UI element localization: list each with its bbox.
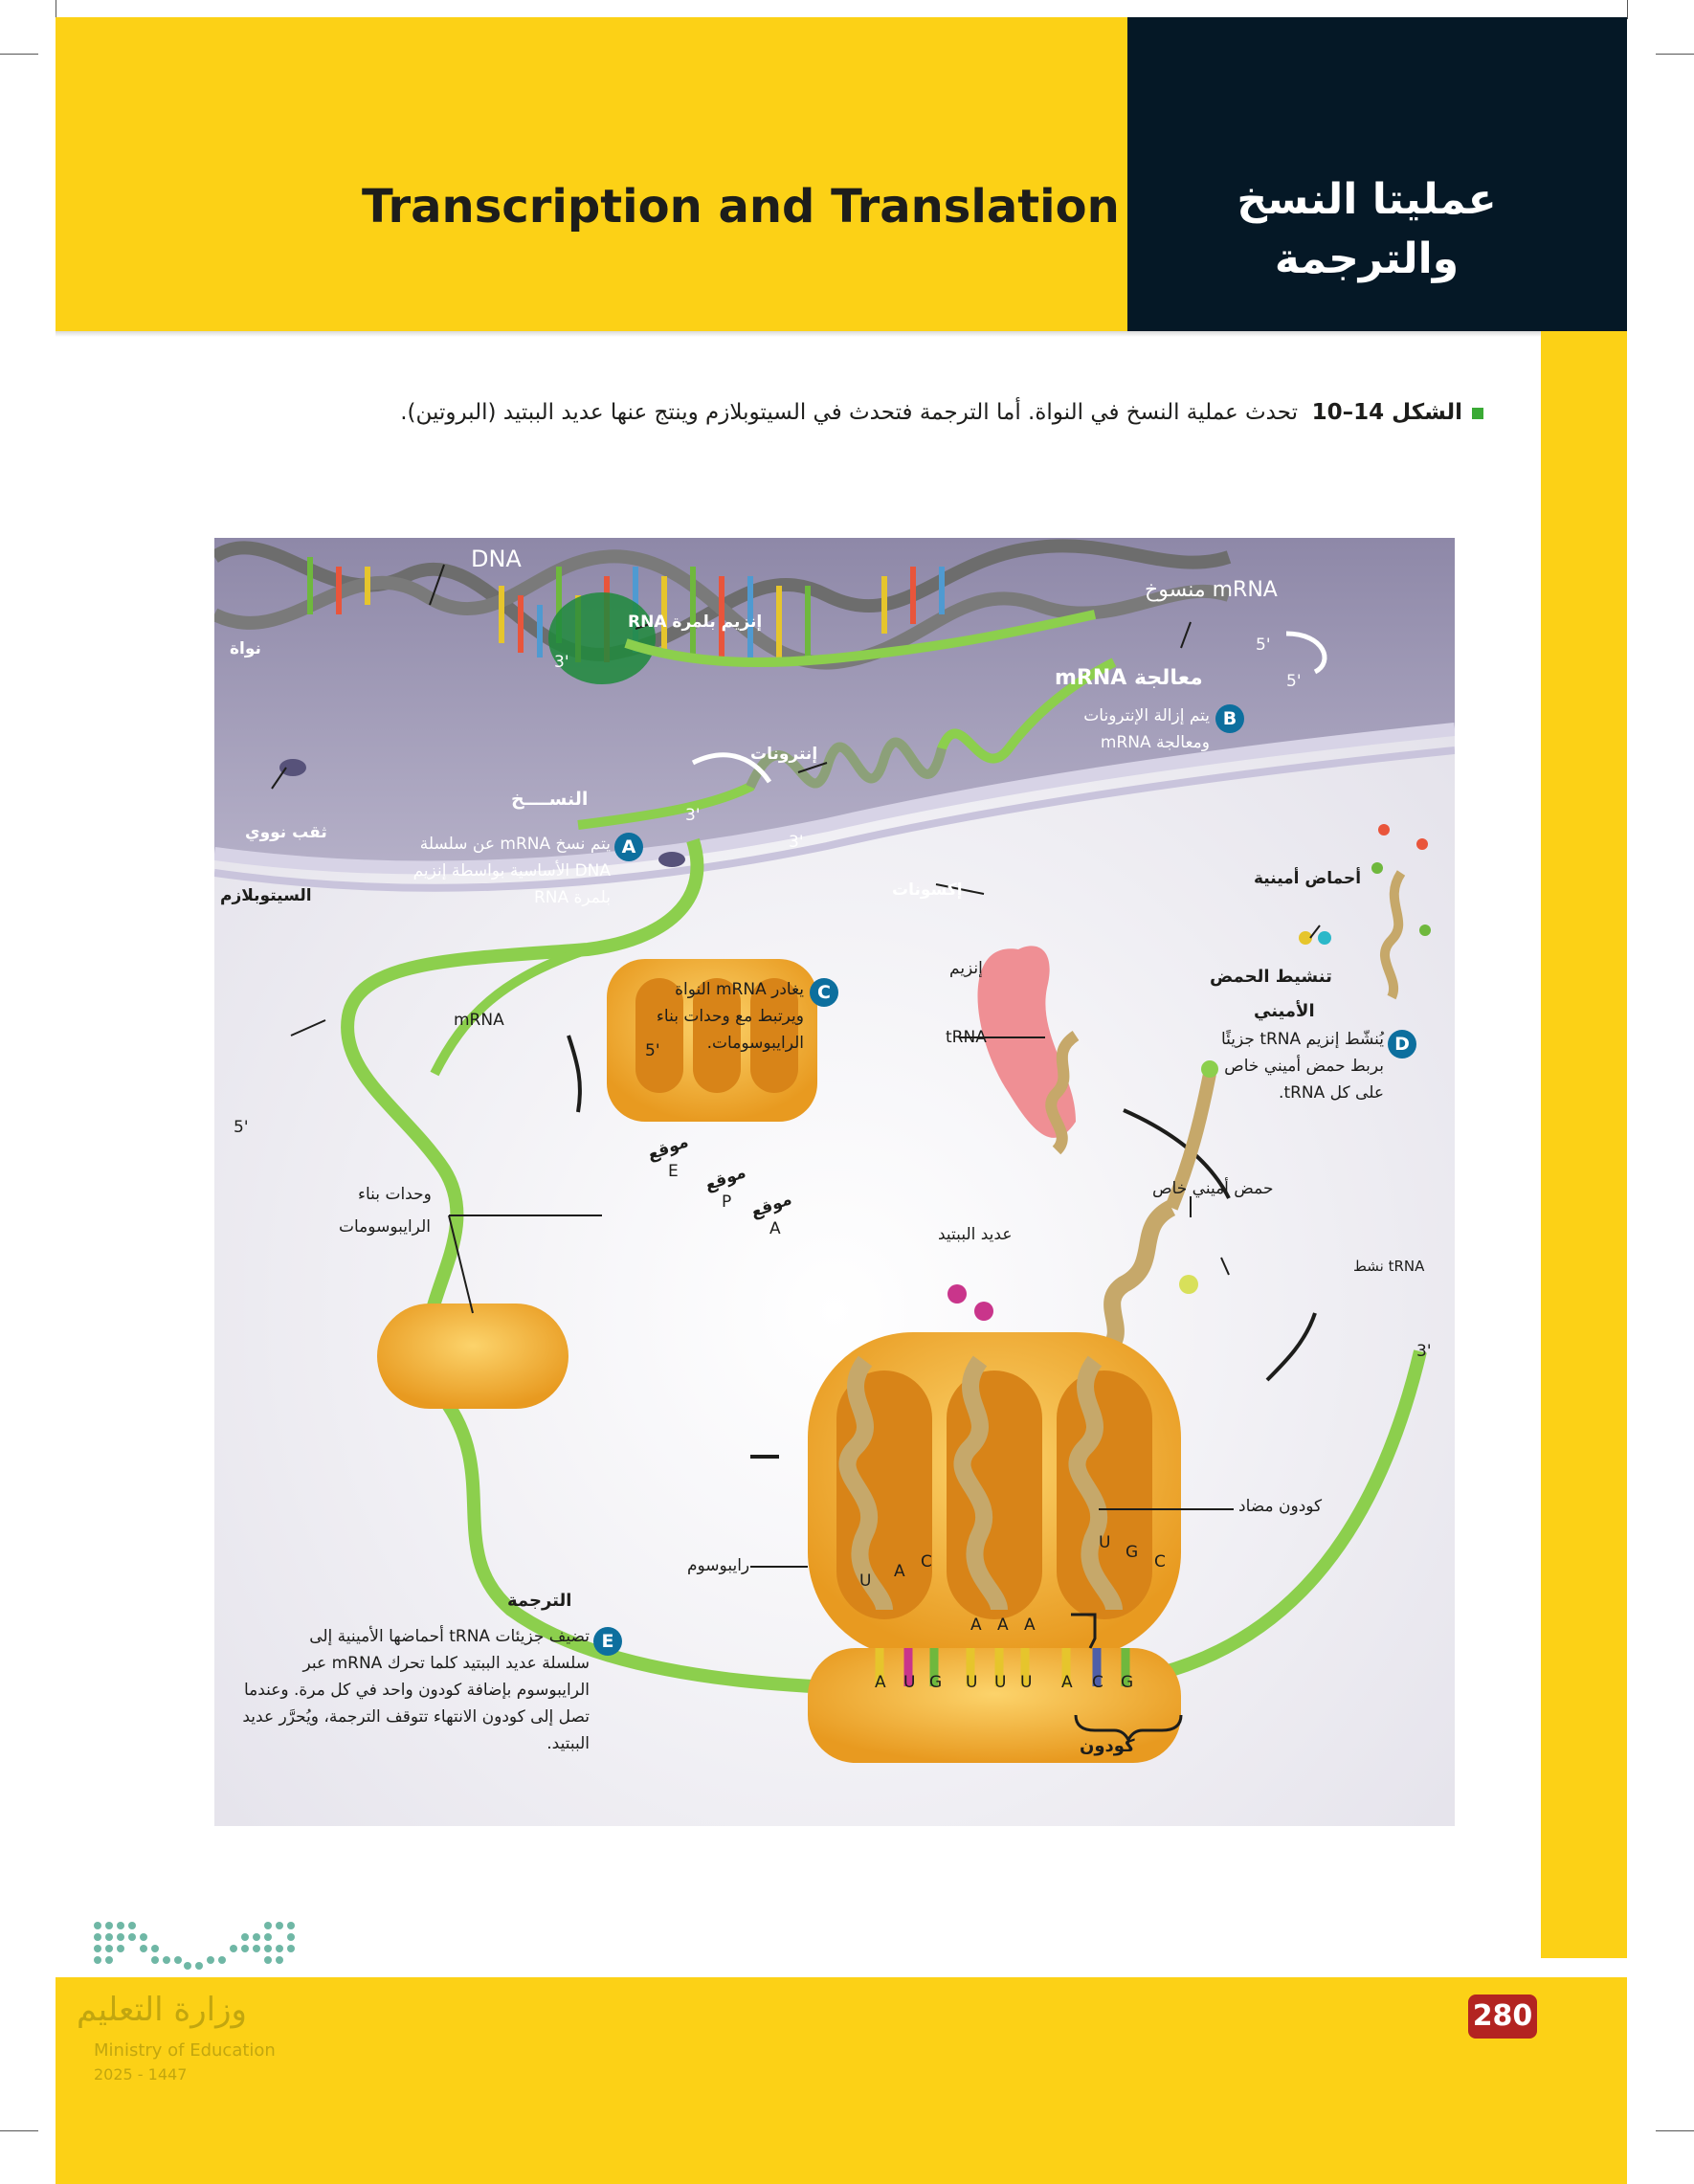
mrna-base-2: U xyxy=(903,1673,916,1692)
mrna-base-8: C xyxy=(1092,1673,1103,1692)
anticodon-left-3: C xyxy=(921,1552,932,1571)
anticodon-left-2: A xyxy=(894,1562,905,1581)
nuclear-pore xyxy=(279,759,306,776)
activation-title-1: تنشيط الحمض xyxy=(1210,967,1332,987)
label-5prime-c: 5' xyxy=(645,1041,660,1060)
step-d-line1: يُنشّط إنزيم tRNA جزيئًا xyxy=(1220,1030,1384,1049)
crop-mark xyxy=(1656,54,1694,55)
ministry-logo-icon xyxy=(92,1920,302,1977)
site-a-word: موقع xyxy=(747,1190,795,1222)
anticodon-right-2: G xyxy=(1126,1543,1139,1562)
small-subunit xyxy=(377,1304,568,1409)
step-b-badge: B xyxy=(1215,704,1244,733)
crop-mark xyxy=(0,2130,38,2131)
mrna-base-1: A xyxy=(875,1673,886,1692)
title-arabic xyxy=(1175,170,1558,289)
step-d-badge: D xyxy=(1388,1030,1416,1059)
step-a-line3: بلمرة RNA xyxy=(533,888,611,907)
transcription-translation-figure xyxy=(214,538,1455,1826)
label-introns: إنترونات xyxy=(750,745,818,764)
step-c-badge: C xyxy=(810,978,838,1007)
header-shadow xyxy=(56,331,1541,337)
title-english: Transcription and Translation xyxy=(362,180,1120,234)
step-d-line2: بربط حمض أميني خاص xyxy=(1224,1057,1384,1076)
label-nuclear-pore: ثقب نووي xyxy=(245,823,327,842)
site-e-word: موقع xyxy=(644,1132,692,1165)
side-strip xyxy=(1541,331,1627,1958)
step-a-line1: يتم نسخ mRNA عن سلسلة xyxy=(419,835,611,854)
step-b-line1: يتم إزالة الإنترونات xyxy=(1083,706,1210,725)
mrna-base-3: G xyxy=(929,1673,943,1692)
title-arabic-line1: عمليتا النسخ xyxy=(1237,175,1497,224)
step-e-line5: الببتيد. xyxy=(546,1734,590,1753)
page-number: 280 xyxy=(1468,1995,1537,2039)
mrna-base-4: U xyxy=(966,1673,978,1692)
mrna-base-6: U xyxy=(1020,1673,1033,1692)
ministry-name-english: Ministry of Education xyxy=(94,2040,276,2061)
crop-mark xyxy=(0,54,38,55)
label-activated-trna: tRNA نشط xyxy=(1353,1258,1425,1275)
label-3prime-c: 3' xyxy=(789,833,804,852)
label-5prime-d: 5' xyxy=(234,1118,249,1137)
anticodon-left-1: U xyxy=(859,1571,872,1591)
translation-title: الترجمة xyxy=(507,1591,572,1611)
title-arabic-line2: والترجمة xyxy=(1274,234,1460,283)
mrna-base-5: U xyxy=(994,1673,1007,1692)
activation-title-2: الأميني xyxy=(1254,1001,1315,1021)
label-codon: كودون xyxy=(1080,1736,1135,1756)
step-a-line2: DNA الأساسية بواسطة إنزيم xyxy=(412,861,611,880)
site-e-letter: E xyxy=(668,1162,679,1181)
step-e-line4: تصل إلى كودون الانتهاء تتوقف الترجمة، ويُحرَّر عديد xyxy=(242,1707,590,1727)
mrna-base-7: A xyxy=(1061,1673,1073,1692)
label-mrna-processing: معالجة mRNA xyxy=(1055,666,1203,690)
step-e-text xyxy=(230,1623,590,1757)
label-ribosome: رايبوسوم xyxy=(687,1556,750,1575)
step-e-line2: سلسلة عديد الببتيد كلما تحرك mRNA عبر xyxy=(302,1654,590,1673)
caption-text: تحدث عملية النسخ في النواة. أما الترجمة فتحدث في السيتوبلازم وينتج عنها عديد الببتيد (البروتين). xyxy=(400,400,1298,425)
label-3prime-a: 3' xyxy=(554,653,569,672)
step-c-line3: الرايبوسومات. xyxy=(706,1034,804,1053)
crop-mark xyxy=(1656,2130,1694,2131)
step-d-line3: على كل tRNA. xyxy=(1279,1083,1384,1103)
step-c-line2: ويرتبط مع وحدات بناء xyxy=(656,1007,804,1026)
label-5prime-b: 5' xyxy=(1286,672,1302,691)
step-e-badge: E xyxy=(593,1627,622,1656)
anticodon-mid-3: A xyxy=(1024,1616,1036,1635)
site-a-letter: A xyxy=(769,1219,781,1238)
step-c-line1: يغادر mRNA النواة xyxy=(675,980,804,999)
label-amino-acids: أحماض أمينية xyxy=(1254,869,1362,888)
site-p-word: موقع xyxy=(702,1163,749,1195)
label-exons: إكسونات xyxy=(892,880,963,900)
anticodon-mid-2: A xyxy=(997,1616,1009,1635)
anticodon-mid-1: A xyxy=(970,1616,982,1635)
label-anticodon: كودون مضاد xyxy=(1238,1497,1323,1516)
step-a-text xyxy=(377,831,611,911)
label-rna-polymerase: إنزيم بلمرة RNA xyxy=(628,613,763,632)
transcription-title: النســــخ xyxy=(511,789,589,810)
label-specific-amino-acid: حمض أميني خاص xyxy=(1152,1179,1274,1198)
step-b-line2: ومعالجة mRNA xyxy=(1100,733,1210,752)
label-5prime-a: 5' xyxy=(1256,635,1271,655)
label-cytoplasm: السيتوبلازم xyxy=(220,886,312,905)
label-subunits-2: الرايبوسومات xyxy=(339,1217,431,1237)
label-trna: tRNA xyxy=(946,1028,987,1047)
label-3prime-d: 3' xyxy=(1416,1342,1432,1361)
step-d-text xyxy=(1171,1026,1384,1106)
step-a-badge: A xyxy=(614,833,643,861)
nuclear-pore-2 xyxy=(658,852,685,867)
label-3prime-b: 3' xyxy=(685,806,701,825)
page-footer xyxy=(56,1977,1627,2184)
figure-caption xyxy=(400,400,1483,425)
step-e-line3: الرايبوسوم بإضافة كودون واحد في كل مرة. وعندما xyxy=(243,1681,590,1700)
anticodon-right-1: U xyxy=(1099,1533,1111,1552)
ministry-name-arabic: وزارة التعليم xyxy=(77,1991,247,2029)
site-p-letter: P xyxy=(722,1192,732,1212)
bullet-square-icon xyxy=(1472,408,1483,419)
header-yellow-band xyxy=(56,17,1127,331)
anticodon-right-3: C xyxy=(1154,1552,1166,1571)
label-mrna-synthesized: mRNA منسوخ xyxy=(1145,578,1278,602)
step-b-text xyxy=(1013,702,1210,756)
label-dna: DNA xyxy=(471,546,522,572)
label-enzyme: إنزيم xyxy=(949,959,983,978)
label-subunits-1: وحدات بناء xyxy=(358,1185,432,1204)
figure-label: الشكل 14–10 xyxy=(1311,400,1462,425)
mrna-base-9: G xyxy=(1121,1673,1134,1692)
polypeptide-bead xyxy=(947,1284,967,1304)
label-polypeptide: عديد الببتيد xyxy=(938,1225,1013,1244)
ministry-year: 2025 - 1447 xyxy=(94,2065,188,2084)
chapter-header xyxy=(56,17,1627,331)
crop-mark xyxy=(1627,0,1628,19)
label-mrna: mRNA xyxy=(454,1011,504,1030)
step-e-line1: تضيف جزيئات tRNA أحماضها الأمينية إلى xyxy=(309,1627,590,1646)
label-nucleus: نواة xyxy=(230,639,261,658)
